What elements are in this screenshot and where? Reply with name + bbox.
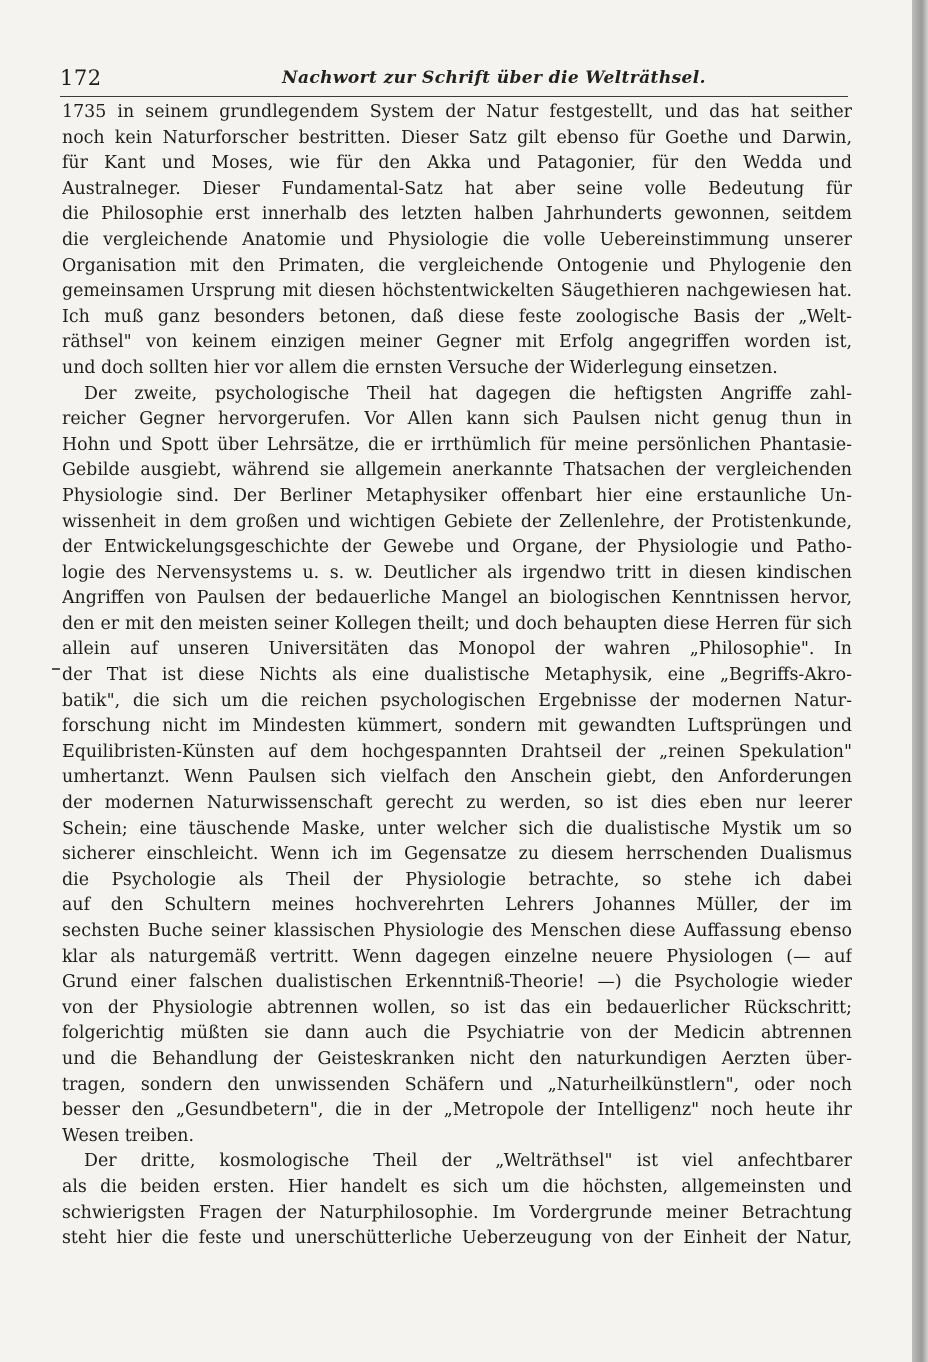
text-line: auf den Schultern meines hochverehrten Lehrers Johannes Müller, der im xyxy=(62,895,852,916)
text-line: den er mit den meisten seiner Kollegen theilt; und doch behaupten diese Herren für sich xyxy=(62,613,852,634)
text-line: Australneger. Dieser Fundamental-Satz hat aber seine volle Bedeutung für xyxy=(62,178,852,199)
text-line: Der zweite, psychologische Theil hat dagegen die heftigsten Angriffe zahl- xyxy=(84,383,852,404)
margin-mark xyxy=(52,668,60,670)
text-line: reicher Gegner hervorgerufen. Vor Allen kann sich Paulsen nicht genug thun in xyxy=(62,409,852,430)
text-line: und die Behandlung der Geisteskranken nicht den naturkundigen Aerzten über- xyxy=(62,1048,852,1069)
text-line: wissenheit in dem großen und wichtigen Gebiete der Zellenlehre, der Protistenkunde, xyxy=(62,511,852,532)
text-line: Schein; eine täuschende Maske, unter welcher sich die dualistische Mystik um so xyxy=(62,818,852,839)
text-line: noch kein Naturforscher bestritten. Dieser Satz gilt ebenso für Goethe und Darwin, xyxy=(62,127,852,148)
text-line: der Entwickelungsgeschichte der Gewebe und Organe, der Physiologie und Patho- xyxy=(62,537,852,558)
page-edge-shadow xyxy=(912,0,928,1362)
text-line: schwierigsten Fragen der Naturphilosophie. Im Vordergrunde meiner Betrachtung xyxy=(62,1202,852,1223)
running-title: Nachwort zur Schrift über die Welträthsel. xyxy=(282,68,706,88)
text-line: Der dritte, kosmologische Theil der „Welträthsel" ist viel anfechtbarer xyxy=(84,1151,852,1172)
text-line: allein auf unseren Universitäten das Monopol der wahren „Philosophie". In xyxy=(62,639,852,660)
text-line: als die beiden ersten. Hier handelt es sich um die höchsten, allgemeinsten und xyxy=(62,1176,852,1197)
text-line: Grund einer falschen dualistischen Erkenntniß-Theorie! —) die Psychologie wieder xyxy=(62,972,852,993)
text-line: tragen, sondern den unwissenden Schäfern und „Naturheilkünstlern", oder noch xyxy=(62,1074,852,1095)
text-line: Wesen treiben. xyxy=(62,1125,194,1146)
page-header xyxy=(60,64,850,96)
text-line: Hohn und Spott über Lehrsätze, die er irrthümlich für meine persönlichen Phantasie- xyxy=(62,434,852,455)
text-line: sechsten Buche seiner klassischen Physiologie des Menschen diese Auffassung ebenso xyxy=(62,921,852,941)
text-line: Angriffen von Paulsen der bedauerliche Mangel an biologischen Kenntnissen hervor, xyxy=(62,588,852,609)
text-line: von der Physiologie abtrennen wollen, so ist das ein bedauerlicher Rückschritt; xyxy=(62,997,852,1018)
text-line: sicherer einschleicht. Wenn ich im Gegensatze zu diesem herrschenden Dualismus xyxy=(62,844,852,865)
text-line: umhertanzt. Wenn Paulsen sich vielfach den Anschein giebt, den Anforderungen xyxy=(62,767,852,788)
text-line: die Psychologie als Theil der Physiologie betrachte, so stehe ich dabei xyxy=(62,869,852,890)
text-line: steht hier die feste und unerschütterliche Ueberzeugung von der Einheit der Natur, xyxy=(62,1228,852,1249)
text-line: Equilibristen-Künsten auf dem hochgespannten Drahtseil der „reinen Spekulation" xyxy=(62,741,852,762)
text-line: die vergleichende Anatomie und Physiologie die volle Uebereinstimmung unserer xyxy=(62,229,852,250)
text-line: besser den „Gesundbetern", die in der „Metropole der Intelligenz" noch heute ihr xyxy=(62,1100,852,1121)
text-line: für Kant und Moses, wie für den Akka und Patagonier, für den Wedda und xyxy=(62,153,852,174)
text-line: räthsel" von keinem einzigen meiner Gegner mit Erfolg angegriffen worden ist, xyxy=(62,332,852,353)
body-text xyxy=(62,100,852,1252)
text-line: folgerichtig müßten sie dann auch die Psychiatrie von der Medicin abtrennen xyxy=(62,1023,852,1044)
text-line: und doch sollten hier vor allem die ernsten Versuche der Widerlegung einsetzen. xyxy=(62,357,778,378)
text-line: Gebilde ausgiebt, während sie allgemein anerkannte Thatsachen der vergleichenden xyxy=(62,460,852,481)
text-line: 1735 in seinem grundlegendem System der Natur festgestellt, und das hat seither xyxy=(62,102,852,122)
text-line: gemeinsamen Ursprung mit diesen höchstentwickelten Säugethieren nachgewiesen hat. xyxy=(62,281,852,302)
text-line: Ich muß ganz besonders betonen, daß diese feste zoologische Basis der „Welt- xyxy=(62,306,852,327)
text-line: der modernen Naturwissenschaft gerecht zu werden, so ist dies eben nur leerer xyxy=(62,793,852,814)
text-line: klar als naturgemäß vertritt. Wenn dagegen einzelne neuere Physiologen (— auf xyxy=(62,946,852,967)
header-rule xyxy=(60,96,848,97)
text-line: die Philosophie erst innerhalb des letzten halben Jahrhunderts gewonnen, seitdem xyxy=(62,204,852,225)
text-line: logie des Nervensystems u. s. w. Deutlicher als irgendwo tritt in diesen kindischen xyxy=(62,562,852,583)
text-line: Physiologie sind. Der Berliner Metaphysiker offenbart hier eine erstaunliche Un- xyxy=(62,485,852,506)
text-line: forschung nicht im Mindesten kümmert, sondern mit gewandten Luftsprüngen und xyxy=(62,716,852,737)
page-number: 172 xyxy=(60,66,102,90)
text-line: batik", die sich um die reichen psychologischen Ergebnisse der modernen Natur- xyxy=(62,690,852,711)
text-line: der That ist diese Nichts als eine dualistische Metaphysik, eine „Begriffs-Akro- xyxy=(62,665,852,686)
text-line: Organisation mit den Primaten, die vergleichende Ontogenie und Phylogenie den xyxy=(62,255,852,276)
